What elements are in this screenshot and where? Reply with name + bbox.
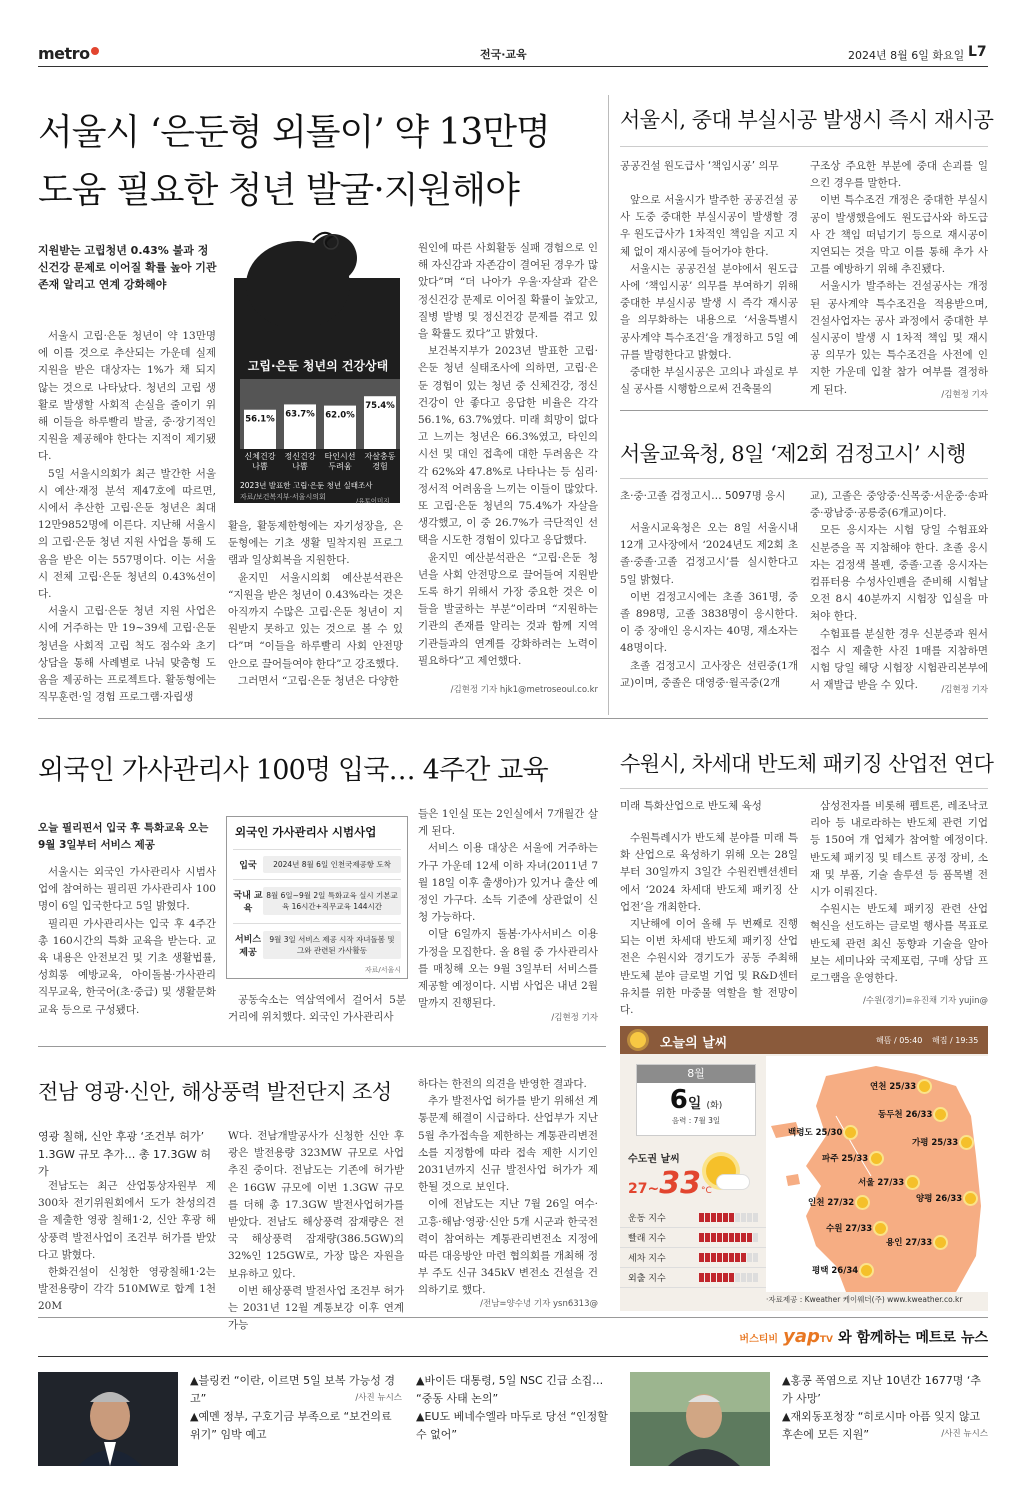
weather-day: 6: [669, 1085, 688, 1115]
article5-rule: [620, 788, 988, 789]
weather-index-gauge: [699, 1213, 758, 1222]
sunny-icon: [919, 1081, 930, 1092]
article1-headline-2: 도움 필요한 청년 발굴·지원해야: [38, 170, 519, 211]
article3-rule: [620, 478, 988, 479]
chart-value-label: 63.7%: [285, 409, 315, 420]
news-rule: [38, 1356, 988, 1357]
weather-city-label: 백령도 25/30: [788, 1128, 843, 1138]
article3-col1: 서울시교육청은 오는 8일 서울시내 12개 고사장에서 ‘2024년도 제2회 초졸·중졸·고졸 검정고시’를 실시한다고 5일 밝혔다. 이번 검정고시에는 초졸 361명, 중졸 898명, 고졸 3838명이 응시한다. 이 중 장애인 응시자는 40명, 재소자는 48명이다. 초졸 검정고시 고사장은 선린중(1개교)이며, 중졸은 대영중·월곡중(2개: [620, 522, 798, 689]
chart-note: 2023년 발표한 고립·은둔 청년 실태조사: [240, 481, 373, 490]
yap-tv: TV: [819, 1335, 834, 1345]
article1-col2: 활을, 활동제한형에는 자기성장을, 은둔형에는 기초 생활 밀착지원 프로그램과 일상회복을 지원한다. 윤지민 서울시의회 예산분석관은 “지원을 받은 청년이 0.43%라는 것은 아직까지 수많은 고립·은둔 청년이 지원받지 못하고 있는 것으로 볼 수 있다”며 “이들을 하루빨리 사회 안전망 안으로 끌어들여야 한다”고 강조했다. 그러면서 “고립·은둔 청년은 다양한: [228, 520, 403, 687]
sunny-icon: [935, 1237, 946, 1248]
article4-col2: 공동숙소는 역삼역에서 걸어서 5분 거리에 위치했다. 외국인 가사관리사: [228, 994, 406, 1024]
article4-byline: /김현정 기자: [551, 1013, 598, 1023]
news-col3-item-2[interactable]: ▲재외동포청장 “히로시마 아픔 잊지 않고 후손에 모든 지원”: [782, 1410, 981, 1441]
article2-subtitle: 공공건설 원도급사 ‘책임시공’ 의무: [620, 160, 779, 172]
news-col2: [416, 1372, 616, 1444]
weather-city-label: 수원 27/33: [826, 1224, 873, 1234]
article5-subtitle: 미래 특화산업으로 반도체 육성: [620, 800, 762, 812]
weather-title: 오늘의 날씨: [660, 1036, 728, 1051]
weather-city-label: 파주 25/33: [822, 1154, 869, 1164]
weather-city: [808, 1196, 868, 1208]
infobox-title: 외국인 가사관리사 시범사업: [235, 825, 377, 839]
weather-index-label: 운동 지수: [628, 1214, 666, 1224]
weather-city: [878, 1108, 946, 1120]
weather-city-label: 인천 27/32: [808, 1198, 855, 1208]
weather-day-line: [637, 1085, 755, 1115]
article1-col3: 원인에 따른 사회활동 실패 경험으로 인해 자신감과 자존감이 결여된 경우가 많았다”며 “더 나아가 우울·자살과 같은 정신건강 문제로 이어질 확률이 높았고, 질병 발병 및 정신건강 문제를 겪고 있을 확률도 컸다”고 밝혔다. 보건복지부가 2023년 발표한 고립·은둔 청년 실태조사에 의하면, 고립·은둔 경험이 있는 청년 중 신체건강, 정신건강이 안 좋다고 응답한 비율은 각각 56.1%, 63.7%였다. 미래 희망이 없다고 느끼는 청년은 66.3%였고, 타인의 시선 및 대인 접촉에 대한 두려움은 각각 62%와 47.8%로 나타나는 등 심리·정서적 어려움을 느끼는 이들이 많았다. 또 고립·은둔 청년의 75.4%가 자살을 생각했고, 이 중 26.7%가 극단적인 선택을 시도한 경험이 있다고 응답했다. 윤지민 예산분석관은 “고립·은둔 청년을 사회 안전망으로 끌어들여 지원받도록 하기 위해서 가장 중요한 것은 이들을 발굴하는 부분”이라며 “지원하는 기관의 존재를 알리는 것과 함께 지역 기관들과의 연계를 강화하려는 노력이 필요하다”고 제언했다.: [418, 242, 598, 667]
article2-headline: 서울시, 중대 부실시공 발생시 즉시 재시공: [620, 108, 994, 132]
chart-category-label: 자살충동: [364, 452, 396, 461]
infobox-row: [233, 849, 401, 875]
news-top-rule: [38, 1317, 988, 1318]
news-photo-2-figure: [630, 1372, 770, 1466]
weather-weekday: (화): [706, 1101, 723, 1111]
article6-col1: 전남도는 최근 산업통상자원부 제300차 전기위원회에서 도가 찬성의견을 제출한 영광 칠해1·2, 신안 후광 해상풍력 발전사업이 조건부 허가를 받았다고 밝혔다. 한화건설이 신청한 영광칠해1·2는 발전용량이 각각 510MW로 합계 1천20M: [38, 1180, 216, 1313]
weather-index-label: 빨래 지수: [628, 1234, 666, 1244]
article6-subtitle-1: 영광 칠해, 신안 후광 ‘조건부 허가’: [38, 1130, 205, 1143]
page-number: L7: [968, 44, 987, 60]
news-banner: [700, 1326, 988, 1347]
sunrise-time: 해뜸 / 05:40: [876, 1036, 923, 1045]
article4-col1: 서울시는 외국인 가사관리사 시범사업에 참여하는 필리핀 가사관리사 100명이 6일 입국한다고 5일 밝혔다. 필리핀 가사관리사는 입국 후 4주간 총 160시간의 특화 교육을 받는다. 교육 내용은 안전보건 및 기초 생활법률, 성희롱 예방교육, 아이돌봄·가사관리 직무교육, 한국어(초·중급) 및 생활문화교육 등으로 구성됐다.: [38, 866, 216, 1016]
article6-col3: 하다는 한전의 의견을 반영한 결과다. 추가 발전사업 허가를 받기 위해선 계통문제 해결이 시급하다. 산업부가 지난 5월 추가접속을 제한하는 계통관리변전소를 지정함에 따라 접속 제한 시기인 2031년까지 신규 발전사업 허가가 제한될 것으로 보인다. 이에 전남도는 지난 7월 26일 여수·고흥·해남·영광·신안 5개 시군과 한국전력이 참여하는 계통관리변전소 지정에 따른 대응방안 마련 협의회를 개최해 정부 주도 신규 345kV 변전소 건설을 건의하기로 했다.: [418, 1078, 598, 1297]
cloud-icon: [716, 1174, 750, 1190]
col-divider: [608, 95, 609, 715]
article5-col1: 수원특례시가 반도체 분야를 미래 특화 산업으로 육성하기 위해 오는 28일부터 30일까지 3일간 수원컨벤션센터에서 ‘2024 차세대 반도체 패키징 산업전’을 개최한다. 지난해에 이어 올해 두 번째로 진행되는 이번 차세대 반도체 패키징 산업전은 수원시와 경기도가 공동 주최해 반도체 분야 글로벌 기업 및 R&D센터 유치를 위한 마중물 역할을 할 전망이다.: [620, 832, 798, 1017]
sunny-icon: [861, 1265, 872, 1276]
weather-index-row: [620, 1248, 766, 1268]
sunset-time: 해짐 / 19:35: [932, 1036, 979, 1045]
masthead-logo: metro: [38, 44, 99, 63]
weather-index-gauge: [699, 1273, 758, 1282]
news-banner-title: 와 함께하는 메트로 뉴스: [838, 1330, 988, 1346]
article4-subtitle: 오늘 필리핀서 입국 후 특화교육 오는 9월 3일부터 서비스 제공: [38, 822, 209, 851]
news-photo-1-figure: [38, 1372, 178, 1466]
article4-headline: 외국인 가사관리사 100명 입국… 4주간 교육: [38, 755, 548, 786]
weather-city-label: 용인 27/33: [886, 1238, 933, 1248]
temp-high: 33: [659, 1166, 701, 1201]
weather-city-label: 양평 26/33: [916, 1194, 963, 1204]
article4-col3: 들은 1인실 또는 2인실에서 7개월간 살게 된다. 서비스 이용 대상은 서울에 거주하는 가구 가운데 12세 이하 자녀(2011년 7월 18일 이후 출생아)가 있거나 출산 예정인 가구다. 소득 기준에 상관없이 신청 가능하다. 이달 6일까지 돌봄·가사서비스 이용 가정을 모집한다. 올 8월 중 가사관리사를 매칭해 오는 9월 3일부터 서비스를 제공할 예정이다. 시범 사업은 내년 2월 말까지 진행된다.: [418, 808, 598, 1010]
capital-temperature: [628, 1166, 712, 1201]
lower-rule: [38, 1046, 606, 1047]
infobox-rows: [227, 849, 407, 963]
sunny-icon: [907, 1177, 918, 1188]
infobox-row-label: 서비스 제공: [234, 935, 262, 958]
weather-index-row: [620, 1228, 766, 1248]
article3-col2: 교), 고졸은 중앙중·신목중·서운중·송파중·광남중·공릉중(6개교)이다. 모든 응시자는 시험 당일 수험표와 신분증을 꼭 지참해야 한다. 초졸 응시자는 검정색 볼펜, 중졸·고졸 응시자는 컴퓨터용 수성사인펜을 준비해 시험날 오전 8시 40분까지 시험장 입실을 마쳐야 한다. 수험표를 분실한 경우 신분증과 원서접수 시 제출한 사진 1매를 지참하면 시험 당일 해당 시험장 시험관리본부에서 재발급 받을 수 있다.: [810, 490, 988, 692]
news-photo-1: [38, 1372, 178, 1466]
article2-byline: /김현정 기자: [941, 390, 988, 400]
yap-logo: yap: [783, 1326, 820, 1347]
temp-dash: ~: [647, 1181, 660, 1197]
infobox-row-label: 입국: [239, 860, 257, 871]
sunny-icon: [935, 1109, 946, 1120]
weather-city-label: 서울 27/33: [858, 1178, 905, 1188]
weather-index-gauge: [699, 1233, 758, 1242]
sunny-icon: [845, 1127, 856, 1138]
article1-headline-1: 서울시 ‘은둔형 외톨이’ 약 13만명: [38, 112, 550, 153]
chart-value-label: 75.4%: [365, 401, 395, 412]
article3-byline: /김현정 기자: [941, 685, 988, 695]
article2-col2: 구조상 주요한 부분에 중대 손괴를 일으킨 경우를 말한다. 이번 특수조건 개정은 중대한 부실시공이 발생했을에도 원도급사와 하도급사 간 책임 떠넘기기 등으로 재시공이 지연되는 것을 막고 이를 통해 추가 사고를 예방하기 위해 추진됐다. 서울시가 발주하는 건설공사는 개정된 공사계약 특수조건을 적용받으며, 건설사업자는 공사 과정에서 중대한 부실시공이 발생 시 1차적 책임 및 재시공 의무가 있는 특수조건을 사전에 인지한 가운데 입찰 참가 여부를 결정하게 된다.: [810, 160, 988, 396]
article6-byline: /전남=양수녕 기자 ysn6313@: [480, 1299, 598, 1309]
article2-bottom-rule: [620, 410, 988, 411]
article5-headline: 수원시, 차세대 반도체 패키징 산업전 연다: [620, 752, 994, 776]
article1-byline: /김현정 기자 hjk1@metroseoul.co.kr: [450, 685, 598, 695]
article2-rule: [620, 146, 988, 147]
article6-col2: W다. 전남개발공사가 신청한 신안 후광은 발전용량 323MW 규모로 사업 추진 중이다. 전남도는 기존에 허가받은 16GW 규모에 이번 1.3GW 규모를 더해 총 17.3GW 발전사업허가를 받았다. 전남도 해상풍력 잠재량은 전국 해상풍력 잠재량(386.5GW)의 32%인 125GW로, 가장 많은 자원을 보유하고 있다. 이번 해상풍력 발전사업 조건부 허가는 2031년 12월 계통보강 이후 연계 가능: [228, 1130, 404, 1332]
chart-title: 고립·은둔 청년의 건강상태: [247, 359, 389, 373]
infobox-row-text: 8월 6일~9월 2일 특화교육 실시 기본교육 16시간+직무교육 144시간: [263, 887, 401, 915]
weather-city: [788, 1126, 856, 1138]
section-label: 전국·교육: [480, 48, 527, 61]
weather-city: [886, 1236, 946, 1248]
chart-source: 자료/보건복지부·서울시의회: [240, 493, 326, 501]
weather-city-label: 연천 25/33: [870, 1082, 917, 1092]
chart-credit: /유토이미지: [356, 497, 390, 505]
weather-indices: [620, 1208, 766, 1288]
news-col1-item-2[interactable]: ▲예멘 정부, 구호기금 부족으로 “보건의료 위기” 임박 예고: [190, 1410, 392, 1441]
logo-dot-icon: [91, 47, 99, 55]
weather-city-label: 가평 25/33: [912, 1138, 959, 1148]
article2-col1: 앞으로 서울시가 발주한 공공건설 공사 도중 중대한 부실시공이 발생할 경우 원도급사가 1차적인 책임을 지고 지체 없이 재시공에 들어가야 한다. 서울시는 공공건설 분야에서 원도급사에 ‘책임시공’ 의무를 부여하기 위해 중대한 부실시공 발생 시 즉각 재시공을 의무화하는 내용으로 ‘서울특별시 공사계약 특수조건’을 개정하고 5일 예규를 발령한다고 밝혔다. 중대한 부실시공은 고의나 과실로 부실 공사를 시행함으로써 건축물의: [620, 194, 798, 396]
capital-weather-label: 수도권 날씨: [628, 1154, 680, 1165]
weather-city: [826, 1222, 886, 1234]
article5-byline: /수원(경기)=유진채 기자 yujin@: [863, 996, 988, 1006]
health-chart: [228, 230, 403, 510]
news-photo-2: [630, 1372, 770, 1466]
weather-city: [812, 1264, 872, 1276]
weather-month: 8월: [637, 1065, 755, 1083]
weather-index-label: 외출 지수: [628, 1274, 666, 1284]
infobox-row: [233, 879, 401, 919]
temp-unit: °C: [700, 1186, 712, 1196]
infobox-row-label: 국내 교육: [233, 891, 263, 914]
chart-category-label: 타인시선: [324, 452, 356, 461]
infobox-row: [233, 923, 401, 963]
temp-low: 27: [628, 1181, 648, 1197]
chart-category-label: 나쁨: [292, 462, 308, 471]
news-col1: [190, 1372, 400, 1444]
weather-sun-icon: [630, 1032, 646, 1048]
lunar-date: 음력 : 7월 3일: [671, 1116, 721, 1125]
sunny-icon: [875, 1223, 886, 1234]
sunny-icon: [961, 1137, 972, 1148]
news-col1-credit: /사진 뉴시스: [355, 1393, 402, 1403]
chart-value-label: 62.0%: [325, 410, 355, 421]
weather-index-gauge: [699, 1253, 758, 1262]
infobox-row-text: 2024년 8월 6일 인천국제공항 도착: [263, 856, 401, 873]
weather-index-row: [620, 1208, 766, 1228]
header-rule: [38, 66, 988, 67]
weather-city: [870, 1080, 930, 1092]
article6-headline: 전남 영광·신안, 해상풍력 발전단지 조성: [38, 1080, 392, 1104]
infobox-source: 자료/서울시: [364, 966, 401, 974]
chart-category-label: 두려움: [328, 462, 352, 471]
weather-city-label: 평택 26/34: [812, 1266, 859, 1276]
news-col2-item-2[interactable]: ▲EU도 베네수엘라 마두로 당선 “인정할 수 없어”: [416, 1410, 608, 1441]
news-col3-credit: /사진 뉴시스: [941, 1429, 988, 1439]
weather-day-suffix: 일: [687, 1096, 702, 1112]
chart-category-label: 경험: [372, 462, 388, 471]
weather-source: ·자료제공 : Kweather 케이웨더(주) www.kweather.co.kr: [766, 1295, 963, 1304]
sunny-icon: [857, 1197, 868, 1208]
date-panel: [636, 1064, 756, 1136]
news-col3-item-1[interactable]: ▲홍콩 폭염으로 지난 10년간 1677명 ‘추가 사망’: [782, 1374, 981, 1405]
weather-city: [916, 1192, 976, 1204]
weather-index-row: [620, 1268, 766, 1288]
sunny-icon: [871, 1153, 882, 1164]
article6-subtitle-2: 1.3GW 규모 추가… 총 17.3GW 허가: [38, 1148, 212, 1178]
weather-city: [858, 1176, 918, 1188]
article3-headline: 서울교육청, 8일 ‘제2회 검정고시’ 시행: [620, 442, 966, 466]
infobox-row-text: 9월 3일 서비스 제공 시작 자녀돌봄 및 그와 관련된 가사활동: [263, 931, 401, 959]
issue-date: 2024년 8월 6일 화요일: [848, 49, 965, 62]
sunny-icon: [965, 1193, 976, 1204]
weather-header: [620, 1026, 988, 1054]
pilot-program-infobox: [226, 816, 408, 979]
bus-tv-brand: 버스티비: [739, 1334, 779, 1345]
weather-city: [822, 1152, 882, 1164]
weather-box: [620, 1026, 988, 1311]
chart-category-label: 나쁨: [252, 462, 268, 471]
article3-subtitle: 초·중·고졸 검정고시… 5097명 응시: [620, 490, 786, 502]
weather-city: [912, 1136, 972, 1148]
chart-category-label: 정신건강: [284, 452, 316, 461]
article5-col2: 삼성전자를 비롯해 펨트론, 레조낙코리아 등 내로라하는 반도체 관련 기업 등 150여 개 업체가 참여할 예정이다. 반도체 패키징 및 테스트 공정 장비, 소재 및 부품, 기술 솔루션 등 품목별 전시가 이뤄진다. 수원시는 반도체 패키징 관련 산업 혁신을 선도하는 글로벌 행사를 목표로 반도체 관련 최신 동향과 기술을 알아보는 세미나와 국제포럼, 구매 상담 프로그램을 운영한다.: [810, 800, 988, 985]
mid-rule: [38, 718, 988, 719]
weather-index-label: 세차 지수: [628, 1254, 666, 1264]
chart-value-label: 56.1%: [245, 414, 275, 425]
chart-bars: [240, 377, 400, 472]
article1-subtitle: 지원받는 고립청년 0.43% 불과 정신건강 문제로 이어질 확률 높아 기관 존재 알리고 연계 강화해야: [38, 244, 217, 291]
chart-category-label: 신체건강: [244, 452, 276, 461]
weather-city-label: 동두천 26/33: [878, 1110, 933, 1120]
article1-col1: 서울시 고립·은둔 청년이 약 13만명에 이를 것으로 추산되는 가운데 실제 지원을 받은 대상자는 1%가 채 되지 않는 것으로 나타났다. 청년의 고립 생활로 발생할 사회적 손실을 줄이기 위해 이들을 하루빨리 발굴, 중·장기적인 지원을 제공해야 한다는 지적이 제기됐다. 5일 서울시의회가 최근 발간한 서울시 예산·재정 분석 제47호에 따르면, 시에서 추산한 고립·은둔 청년은 최대 12만9852명에 이른다. 지난해 서울시의 고립·은둔 청년 지원 사업을 통해 도움을 받은 이는 557명이다. 이는 서울시 전체 고립·은둔 청년의 0.43%선이다. 서울시 고립·은둔 청년 지원 사업은 시에 거주하는 만 19~39세 고립·은둔 청년을 사회적 고립 척도 점수와 초기 상담을 통해 사례별로 나눠 맞춤형 도움을 제공하는 프로젝트다. 활동형에는 직무훈련·일 경험 프로그램·자립생: [38, 330, 216, 704]
news-col2-item-1[interactable]: ▲바이든 대통령, 5일 NSC 긴급 소집… “중동 사태 논의”: [416, 1374, 604, 1405]
news-col1-item-1[interactable]: ▲블링컨 “이란, 이르면 5일 보복 가능성 경고”: [190, 1374, 396, 1405]
